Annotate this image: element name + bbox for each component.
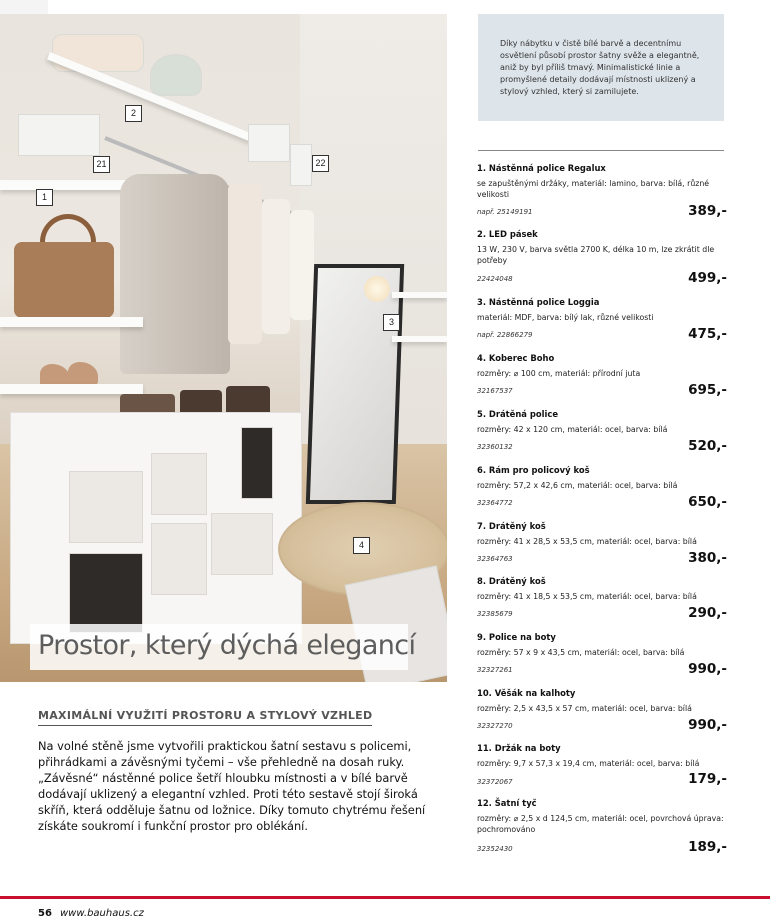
product-desc: rozměry: ⌀ 100 cm, materiál: přírodní juta xyxy=(477,369,641,378)
wardrobe-photo xyxy=(0,14,447,682)
product-name: 3. Nástěnná police Loggia xyxy=(477,297,600,307)
photo-storage-box xyxy=(18,114,100,156)
product-desc: materiál: MDF, barva: bílý lak, různé velikosti xyxy=(477,313,654,322)
photo-cube-2 xyxy=(69,553,143,633)
product-price: 389,- xyxy=(688,203,727,219)
photo-cube-6 xyxy=(211,513,273,575)
product-price: 990,- xyxy=(688,661,727,677)
product-4 xyxy=(477,353,727,399)
product-desc: rozměry: ⌀ 2,5 x d 124,5 cm, materiál: ocel, povrchová úprava: pochromováno xyxy=(477,814,724,834)
product-price: 475,- xyxy=(688,326,727,342)
photo-mirror xyxy=(306,264,404,504)
product-code: např. 25149191 xyxy=(477,208,533,216)
photo-garment-2 xyxy=(262,199,290,334)
divider xyxy=(478,150,724,151)
product-code: 32327261 xyxy=(477,666,513,674)
product-desc: rozměry: 57 x 9 x 43,5 cm, materiál: ocel, barva: bílá xyxy=(477,648,685,657)
photo-shelf-3 xyxy=(0,384,143,394)
product-code: 32167537 xyxy=(477,387,513,395)
photo-cube-1 xyxy=(69,471,143,543)
product-11 xyxy=(477,743,727,789)
page-headline: Prostor, který dýchá elegancí xyxy=(38,630,416,661)
photo-hatbox xyxy=(150,54,202,96)
product-1 xyxy=(477,163,727,219)
product-price: 290,- xyxy=(688,605,727,621)
page-number: 56 xyxy=(38,908,52,919)
photo-garment-3 xyxy=(290,210,314,320)
product-code: např. 22866279 xyxy=(477,331,533,339)
product-desc: rozměry: 41 x 18,5 x 53,5 cm, materiál: ocel, barva: bílá xyxy=(477,592,697,601)
callout-4: 4 xyxy=(353,537,370,554)
product-desc: se zapuštěnými držáky, materiál: lamino, barva: bílá, různé velikosti xyxy=(477,179,710,199)
product-price: 520,- xyxy=(688,438,727,454)
body-paragraph: Na volné stěně jsme vytvořili praktickou šatní sestavu s policemi, přihrádkami a závěsnými tyčemi – vše přehledně na dosah ruky. „Závěsné“ nástěnné police šetří hloubku místnosti a v bílé barvě dodávají uklizený a elegantní vzhled. Proti této sestavě stojí široká skříň, která odděluje šatnu od ložnice. Díky tomuto chytrému řešení získáte soukromí i funkční prostor pro oblékání. xyxy=(38,739,426,833)
photo-storage-box-2 xyxy=(248,124,290,162)
product-9 xyxy=(477,632,727,678)
product-name: 4. Koberec Boho xyxy=(477,353,555,363)
photo-shelf-2 xyxy=(0,317,143,327)
photo-handbag xyxy=(14,242,114,318)
callout-3: 3 xyxy=(383,314,400,331)
product-code: 22424048 xyxy=(477,275,513,283)
product-6 xyxy=(477,465,727,511)
product-2 xyxy=(477,229,727,285)
product-desc: rozměry: 41 x 28,5 x 53,5 cm, materiál: ocel, barva: bílá xyxy=(477,537,697,546)
product-desc: rozměry: 9,7 x 57,3 x 19,4 cm, materiál: ocel, barva: bílá xyxy=(477,759,700,768)
callout-21: 21 xyxy=(93,156,110,173)
product-code: 32327270 xyxy=(477,722,513,730)
photo-storage-box-3 xyxy=(290,144,312,186)
product-8 xyxy=(477,576,727,622)
section-subheading: MAXIMÁLNÍ VYUŽITÍ PROSTORU A STYLOVÝ VZHLED xyxy=(38,709,372,726)
photo-shelf-1 xyxy=(0,180,140,190)
photo-cube-5 xyxy=(241,427,273,499)
website-link[interactable]: www.bauhaus.cz xyxy=(60,908,144,919)
product-price: 179,- xyxy=(688,771,727,787)
product-12 xyxy=(477,798,727,856)
photo-coat xyxy=(120,174,230,374)
photo-shelf-right-1 xyxy=(392,292,447,298)
product-desc: rozměry: 2,5 x 43,5 x 57 cm, materiál: ocel, barva: bílá xyxy=(477,704,692,713)
product-price: 189,- xyxy=(688,839,727,855)
product-price: 990,- xyxy=(688,717,727,733)
callout-2: 2 xyxy=(125,105,142,122)
product-name: 5. Drátěná police xyxy=(477,409,559,419)
photo-garment-1 xyxy=(228,184,262,344)
product-code: 32352430 xyxy=(477,845,513,853)
photo-shelf-right-2 xyxy=(392,336,447,342)
product-desc: 13 W, 230 V, barva světla 2700 K, délka 10 m, lze zkrátit dle potřeby xyxy=(477,245,715,265)
product-name: 12. Šatní tyč xyxy=(477,798,537,808)
intro-text: Díky nábytku v čistě bílé barvě a decentnímu osvětlení působí prostor šatny svěže a elegantně, aniž by byl příliš tmavý. Minimalistické linie a promyšlené detaily dodávají místnosti uklizený a stylový vzhled, který si zamilujete. xyxy=(500,39,700,96)
photo-cube-4 xyxy=(151,523,207,595)
callout-1: 1 xyxy=(36,189,53,206)
product-code: 32385679 xyxy=(477,610,513,618)
product-price: 695,- xyxy=(688,382,727,398)
callout-22: 22 xyxy=(312,155,329,172)
product-desc: rozměry: 57,2 x 42,6 cm, materiál: ocel, barva: bílá xyxy=(477,481,678,490)
product-name: 2. LED pásek xyxy=(477,229,538,239)
product-code: 32364772 xyxy=(477,499,513,507)
product-10 xyxy=(477,688,727,734)
footer-accent-line xyxy=(0,896,770,899)
product-code: 32372067 xyxy=(477,778,513,786)
photo-cabinet xyxy=(10,412,302,644)
product-desc: rozměry: 42 x 120 cm, materiál: ocel, barva: bílá xyxy=(477,425,668,434)
product-price: 499,- xyxy=(688,270,727,286)
product-code: 32364763 xyxy=(477,555,513,563)
product-name: 6. Rám pro policový koš xyxy=(477,465,590,475)
product-name: 9. Police na boty xyxy=(477,632,556,642)
photo-cube-3 xyxy=(151,453,207,515)
product-name: 11. Držák na boty xyxy=(477,743,561,753)
product-name: 8. Drátěný koš xyxy=(477,576,546,586)
product-price: 380,- xyxy=(688,550,727,566)
product-price: 650,- xyxy=(688,494,727,510)
product-name: 7. Drátěný koš xyxy=(477,521,546,531)
product-3 xyxy=(477,297,727,343)
photo-lamp xyxy=(364,276,390,302)
photo-heels-2 xyxy=(68,362,98,386)
product-7 xyxy=(477,521,727,567)
product-code: 32360132 xyxy=(477,443,513,451)
product-name: 10. Věšák na kalhoty xyxy=(477,688,576,698)
product-5 xyxy=(477,409,727,455)
product-name: 1. Nástěnná police Regalux xyxy=(477,163,606,173)
